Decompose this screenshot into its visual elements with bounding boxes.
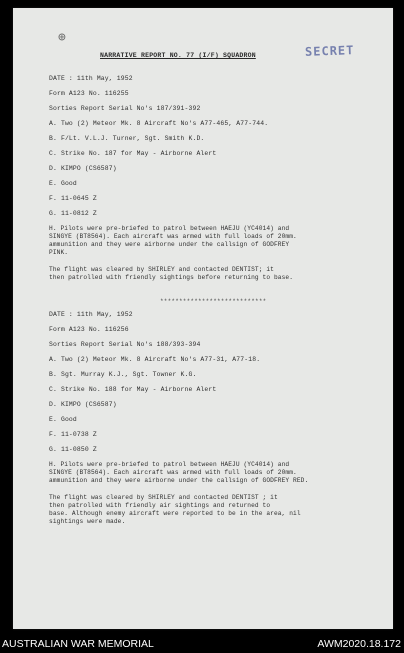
s2-h-line: ammunition and they were airborne under the callsign of GODFREY RED. (49, 477, 309, 484)
s1-paragraph-h (49, 225, 297, 257)
s2-paragraph-flight (49, 494, 301, 526)
s2-p-line: then patrolled with friendly air sightings and returned to (49, 502, 271, 509)
s2-item-f: F. 11-0738 Z (49, 431, 97, 438)
s1-h-line: SINGYE (BT8564). Each aircraft was armed with full loads of 20mm. (49, 233, 297, 240)
s2-item-g: G. 11-0850 Z (49, 446, 97, 453)
s2-paragraph-h (49, 461, 308, 485)
s2-h-line: H. Pilots were pre-briefed to patrol between HAEJU (YC4014) and (49, 461, 290, 468)
footer-bar (0, 634, 404, 653)
s1-item-e: E. Good (49, 180, 77, 187)
s1-item-b: B. F/Lt. V.L.J. Turner, Sgt. Smith K.D. (49, 135, 205, 142)
s2-h-line: SINGYE (BT8564). Each aircraft was armed with full loads of 20mm. (49, 469, 297, 476)
s1-paragraph-flight (49, 266, 293, 282)
s2-form: Form A123 No. 116256 (49, 326, 129, 333)
s2-item-c: C. Strike No. 188 for May - Airborne Alert (49, 386, 217, 393)
s1-item-d: D. KIMPO (CS6587) (49, 165, 117, 172)
s1-form: Form A123 No. 116255 (49, 90, 129, 97)
s2-date: DATE : 11th May, 1952 (49, 311, 133, 318)
s2-p-line: sightings were made. (49, 518, 126, 525)
s1-item-c: C. Strike No. 187 for May - Airborne Alert (49, 150, 217, 157)
s1-h-line: ammunition and they were airborne under the callsign of GODFREY (49, 241, 290, 248)
s1-date: DATE : 11th May, 1952 (49, 75, 133, 82)
report-title: NARRATIVE REPORT NO. 77 (I/F) SQUADRON (100, 52, 256, 59)
footer-accession-number: AWM2020.18.172 (317, 638, 401, 650)
section-separator: **************************** (160, 298, 267, 305)
s1-h-line: H. Pilots were pre-briefed to patrol between HAEJU (YC4014) and (49, 225, 290, 232)
security-stamp: SECRET (304, 43, 355, 59)
s1-p-line: The flight was cleared by SHIRLEY and contacted DENTIST; it (49, 266, 274, 273)
s2-item-a: A. Two (2) Meteor Mk. 8 Aircraft No's A77-31, A77-18. (49, 356, 261, 363)
s1-h-line: PINK. (49, 249, 69, 256)
s1-item-g: G. 11-0812 Z (49, 210, 97, 217)
s2-item-d: D. KIMPO (CS6587) (49, 401, 117, 408)
s2-item-e: E. Good (49, 416, 77, 423)
document-page (13, 8, 393, 629)
s2-p-line: The flight was cleared by SHIRLEY and contacted DENTIST ; it (49, 494, 278, 501)
footer-institution: AUSTRALIAN WAR MEMORIAL (2, 638, 154, 650)
s1-item-a: A. Two (2) Meteor Mk. 8 Aircraft No's A77-465, A77-744. (49, 120, 269, 127)
s1-p-line: then patrolled with friendly sightings before returning to base. (49, 274, 294, 281)
s1-item-f: F. 11-0645 Z (49, 195, 97, 202)
hole-punch-mark-icon: ⊕ (58, 30, 66, 45)
s2-item-b: B. Sgt. Murray K.J., Sgt. Towner K.G. (49, 371, 197, 378)
s2-serial: Sorties Report Serial No's 188/393-394 (49, 341, 201, 348)
s1-serial: Sorties Report Serial No's 187/391-392 (49, 105, 201, 112)
s2-p-line: base. Although enemy aircraft were reported to be in the area, nil (49, 510, 301, 517)
